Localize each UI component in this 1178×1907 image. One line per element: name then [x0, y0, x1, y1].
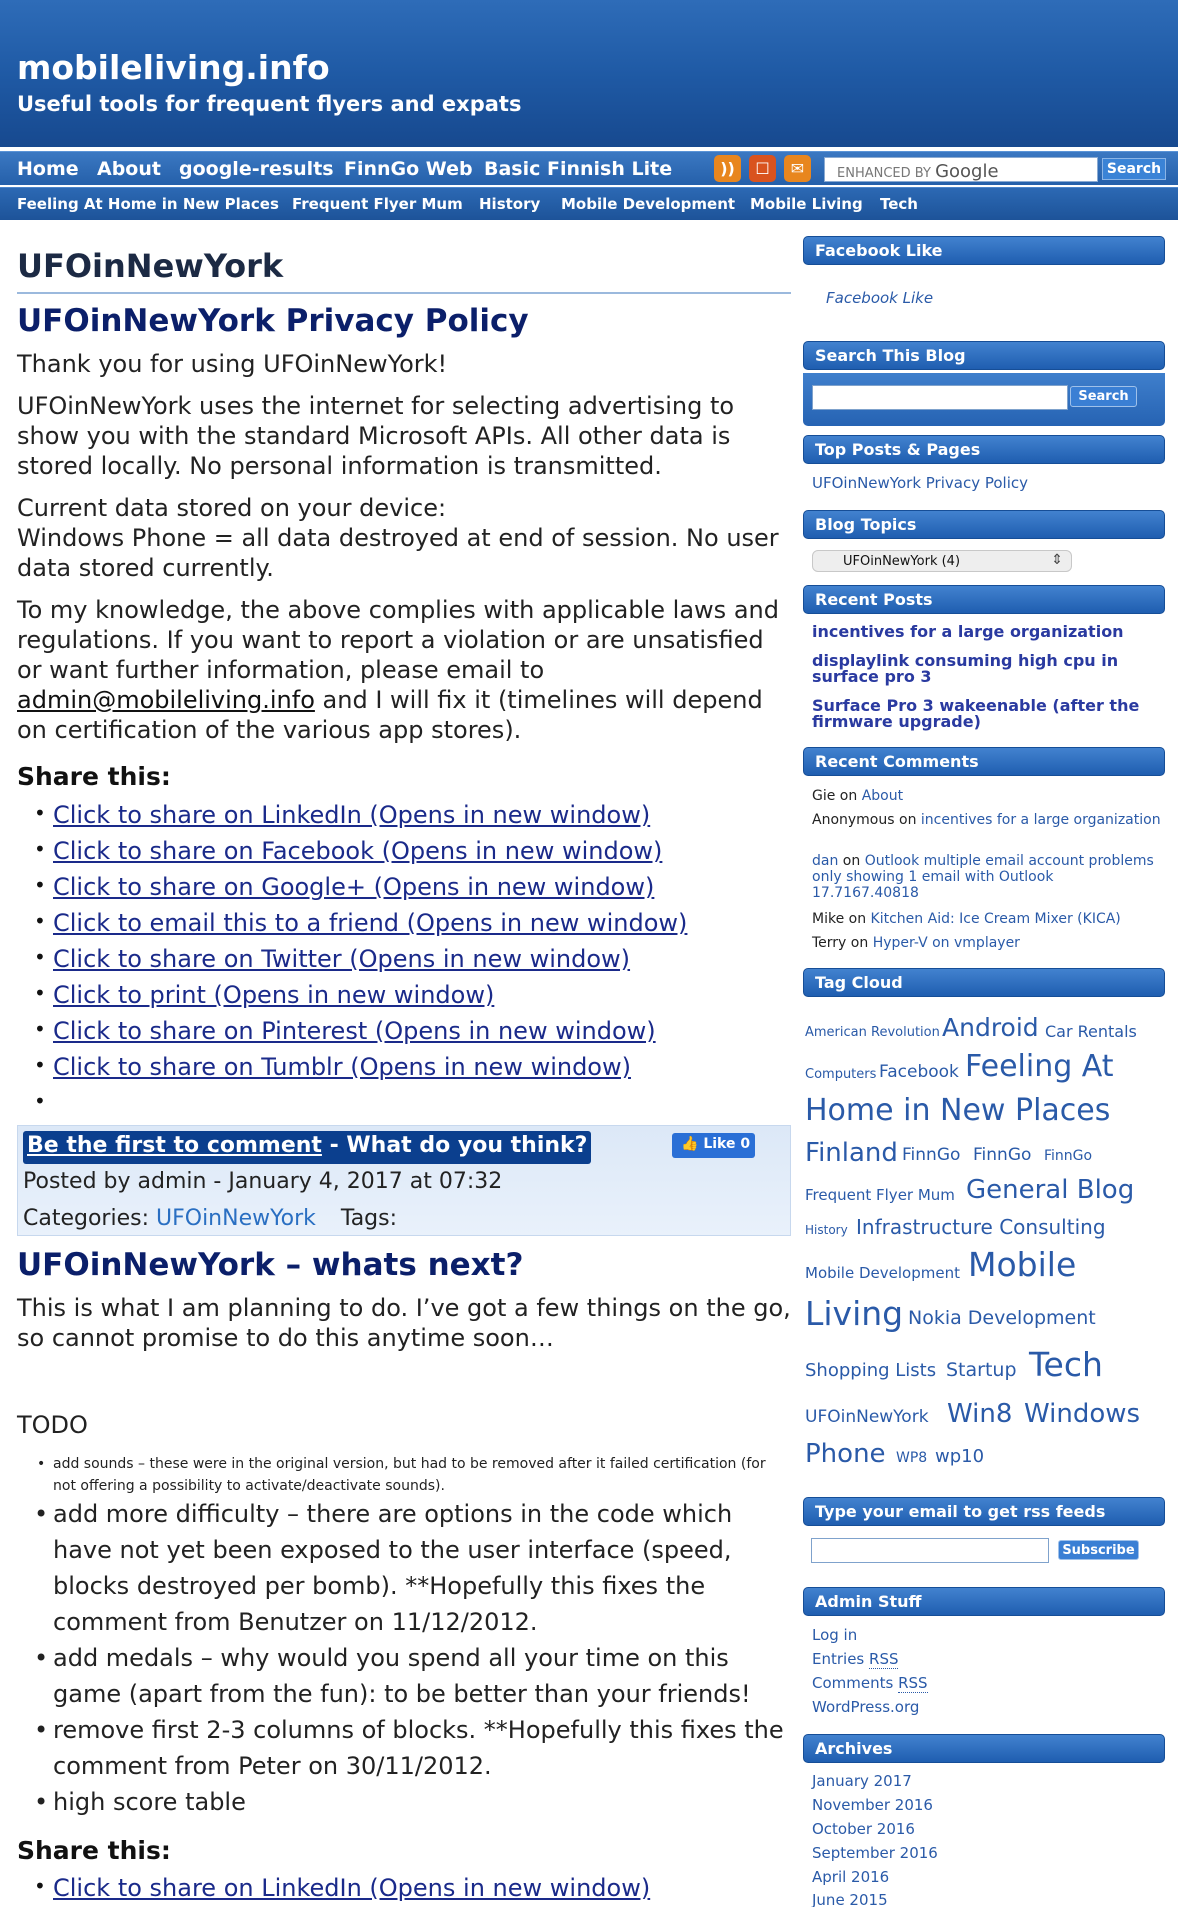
nav-mobile-living[interactable]: Mobile Living: [750, 195, 863, 213]
categories-label: Categories:: [23, 1206, 149, 1231]
site-header: [0, 0, 1178, 147]
comment-on: on: [844, 911, 871, 927]
comment-on: on: [838, 853, 865, 869]
tag-link[interactable]: FinnGo: [1044, 1148, 1093, 1164]
title-divider: [17, 292, 791, 294]
todo-heading: TODO: [17, 1411, 88, 1439]
tag-link[interactable]: General Blog: [966, 1175, 1135, 1205]
share-tumblr[interactable]: [17, 1053, 791, 1089]
thumbs-up-icon: 👍: [681, 1136, 699, 1152]
tag-link[interactable]: Frequent Flyer Mum: [805, 1186, 955, 1204]
posted-by: Posted by admin - January 4, 2017 at 07:32: [23, 1169, 503, 1194]
share-linkedin-link[interactable]: Click to share on LinkedIn (Opens in new window): [53, 1874, 651, 1902]
comment-author: Anonymous: [812, 812, 895, 828]
tag-cloud-heading: Tag Cloud: [803, 968, 1165, 997]
rss-feed-icon[interactable]: )): [714, 155, 741, 182]
tag-link[interactable]: FinnGo: [902, 1145, 961, 1165]
comment-prompt[interactable]: [23, 1131, 591, 1164]
tag-link[interactable]: History: [805, 1223, 848, 1237]
share-empty-item: [17, 1089, 791, 1125]
site-tagline: Useful tools for frequent flyers and expats: [17, 92, 522, 116]
tag-link[interactable]: American Revolution: [805, 1025, 940, 1040]
search-placeholder-prefix: ENHANCED BY: [837, 166, 931, 181]
secondary-nav: [0, 187, 1178, 220]
list-item: • add more difficulty – there are options in the code which have not yet been exposed to the user interface (speed, blocks destroyed per bomb). **Hopefully this fixes the comment from Benutzer on 11/12/2012.: [17, 1496, 791, 1640]
primary-nav: [0, 151, 1178, 185]
nav-tech[interactable]: Tech: [880, 195, 918, 213]
email-link[interactable]: admin@mobileliving.info: [17, 686, 315, 714]
share-linkedin[interactable]: [17, 801, 791, 837]
tag-link[interactable]: Finland: [805, 1138, 898, 1168]
first-comment-link[interactable]: Be the first to comment: [27, 1133, 322, 1158]
comments-label: Comments: [812, 1674, 899, 1692]
post-categories: [23, 1206, 397, 1231]
tag-link[interactable]: UFOinNewYork: [805, 1407, 929, 1427]
post-intro: This is what I am planning to do. I’ve got a few things on the go, so cannot promise to do this anytime soon…: [17, 1294, 791, 1352]
login-link[interactable]: Log in: [812, 1626, 858, 1644]
tag-link[interactable]: Car Rentals: [1045, 1022, 1137, 1041]
site-title[interactable]: mobileliving.info: [17, 48, 330, 87]
share-twitter[interactable]: [17, 945, 791, 981]
blog-topics-heading: Blog Topics: [803, 510, 1165, 539]
comment-author[interactable]: dan: [812, 853, 839, 869]
recent-comment: [812, 911, 1162, 927]
like-label: Like: [703, 1136, 736, 1152]
share-tumblr-link[interactable]: Click to share on Tumblr (Opens in new window): [53, 1053, 631, 1081]
post-paragraph: [17, 493, 791, 583]
share-email[interactable]: [17, 909, 791, 945]
blog-search-button[interactable]: Search: [1070, 386, 1137, 407]
archive-link[interactable]: October 2016: [812, 1820, 915, 1838]
archive-link[interactable]: September 2016: [812, 1844, 938, 1862]
archive-link[interactable]: January 2017: [812, 1772, 912, 1790]
share-list-2: [17, 1874, 791, 1907]
facebook-like-text[interactable]: Facebook Like: [826, 289, 934, 307]
tag-link[interactable]: Android: [942, 1013, 1039, 1042]
blog-topics-selected: UFOinNewYork (4): [843, 554, 961, 569]
tag-link[interactable]: Home in New Places: [805, 1093, 1111, 1128]
top-posts-heading: Top Posts & Pages: [803, 435, 1165, 464]
google-search-button[interactable]: Search: [1102, 158, 1166, 180]
recent-post-link[interactable]: incentives for a large organization: [812, 622, 1124, 641]
post-paragraph: Thank you for using UFOinNewYork!: [17, 350, 448, 378]
tag-link[interactable]: Nokia Development: [908, 1307, 1096, 1329]
tag-link[interactable]: FinnGo: [973, 1145, 1032, 1165]
share-pinterest[interactable]: [17, 1017, 791, 1053]
data-stored-text: Windows Phone = all data destroyed at end of session. No user data stored currently.: [17, 524, 779, 582]
post-paragraph: UFOinNewYork uses the internet for selecting advertising to show you with the standard Microsoft APIs. All other data is stored locally. No personal information is transmitted.: [17, 392, 735, 480]
archive-link[interactable]: April 2016: [812, 1868, 890, 1886]
list-item: • add sounds – these were in the original version, but had to be removed after it failed certification (for not offering a possibility to activate/deactivate sounds).: [17, 1453, 791, 1497]
google-search-input[interactable]: [824, 157, 1098, 182]
recent-comment: [812, 812, 1162, 828]
recent-comment: [812, 935, 1162, 951]
nav-finngo-web[interactable]: FinnGo Web: [344, 158, 473, 180]
share-heading-2: Share this:: [17, 1836, 171, 1865]
comment-author: Terry: [812, 935, 847, 951]
wordpress-link[interactable]: WordPress.org: [812, 1698, 920, 1716]
tag-link[interactable]: Facebook: [879, 1062, 959, 1082]
tag-link[interactable]: Computers: [805, 1067, 877, 1082]
share-pinterest-link[interactable]: Click to share on Pinterest (Opens in new window): [53, 1017, 656, 1045]
nav-mobile-development[interactable]: Mobile Development: [561, 195, 736, 213]
subscribe-button[interactable]: Subscribe: [1058, 1540, 1139, 1560]
tag-link[interactable]: Mobile: [968, 1245, 1077, 1284]
tag-link[interactable]: Win8: [947, 1399, 1013, 1429]
entries-label: Entries: [812, 1650, 870, 1668]
tag-link[interactable]: Windows: [1024, 1399, 1141, 1429]
rss-heading: Type your email to get rss feeds: [803, 1497, 1165, 1526]
post-title-privacy[interactable]: UFOinNewYork Privacy Policy: [17, 303, 529, 339]
archive-link[interactable]: November 2016: [812, 1796, 933, 1814]
contact-text-end: and I will fix it (timelines will depend on certification of the various app stores).: [17, 686, 763, 744]
nav-google-results[interactable]: google-results: [179, 158, 334, 180]
comment-on: on: [894, 812, 921, 828]
comment-post-link[interactable]: Outlook multiple email account problems only showing 1 email with Outlook 17.7167.40818: [812, 853, 1154, 901]
tag-link[interactable]: Phone: [805, 1439, 886, 1469]
share-heading: Share this:: [17, 762, 171, 791]
nav-frequent-flyer-mum[interactable]: Frequent Flyer Mum: [292, 195, 463, 213]
nav-feeling-at-home[interactable]: Feeling At Home in New Places: [17, 195, 279, 213]
tag-link[interactable]: wp10: [935, 1446, 985, 1467]
share-linkedin-link[interactable]: Click to share on LinkedIn (Opens in new window): [53, 801, 651, 829]
facebook-like-heading: Facebook Like: [803, 236, 1165, 265]
rss-abbr: RSS: [898, 1674, 928, 1692]
archive-link[interactable]: June 2015: [812, 1891, 888, 1907]
archives-heading: Archives: [803, 1734, 1165, 1763]
tag-link[interactable]: Infrastructure Consulting: [856, 1215, 1106, 1239]
contact-text: To my knowledge, the above complies with applicable laws and regulations. If you want to report a violation or are unsatisfied or want further information, please email to: [17, 596, 779, 684]
share-linkedin[interactable]: [17, 1874, 791, 1907]
todo-list: [17, 1496, 791, 1820]
comment-on: on: [835, 788, 862, 804]
share-twitter-link[interactable]: Click to share on Twitter (Opens in new window): [53, 945, 631, 973]
todo-small-list: [17, 1453, 791, 1497]
recent-post-link[interactable]: displaylink consuming high cpu in surface pro 3: [812, 651, 1119, 686]
google-logo: Google: [935, 161, 999, 182]
blog-search-input[interactable]: [812, 385, 1068, 410]
comments-feed-icon[interactable]: ☐: [749, 155, 776, 182]
list-item: • add medals – why would you spend all your time on this game (apart from the fun): to be better than your friends!: [17, 1640, 791, 1712]
tag-link[interactable]: Startup: [946, 1359, 1017, 1381]
rss-email-input[interactable]: [811, 1538, 1049, 1563]
search-blog-heading: Search This Blog: [803, 341, 1165, 370]
post-title-whats-next[interactable]: UFOinNewYork – whats next?: [17, 1247, 524, 1283]
comment-post-link[interactable]: incentives for a large organization: [920, 812, 1161, 828]
tags-label: Tags:: [340, 1206, 398, 1231]
admin-heading: Admin Stuff: [803, 1587, 1165, 1616]
share-google-plus-link[interactable]: Click to share on Google+ (Opens in new window): [53, 873, 655, 901]
top-post-link[interactable]: UFOinNewYork Privacy Policy: [812, 474, 1028, 492]
share-email-link[interactable]: Click to email this to a friend (Opens in new window): [53, 909, 688, 937]
recent-posts-heading: Recent Posts: [803, 585, 1165, 614]
comments-rss-link[interactable]: [812, 1674, 928, 1692]
share-facebook[interactable]: [17, 837, 791, 873]
recent-comment: [812, 788, 1162, 804]
tag-link[interactable]: WP8: [896, 1450, 928, 1466]
search-blog-panel: [803, 373, 1165, 426]
share-facebook-link[interactable]: Click to share on Facebook (Opens in new window): [53, 837, 663, 865]
list-item: • remove first 2-3 columns of blocks. **Hopefully this fixes the comment from Peter on 30/11/2012.: [17, 1712, 791, 1784]
data-stored-label: Current data stored on your device:: [17, 494, 447, 522]
blog-topics-select[interactable]: [812, 550, 1072, 572]
page-title: UFOinNewYork: [17, 247, 284, 285]
comment-post-link[interactable]: About: [861, 788, 904, 804]
select-chevron-icon: ⇕: [1051, 552, 1063, 568]
comment-prompt-text: - What do you think?: [321, 1133, 588, 1158]
list-item: • high score table: [17, 1784, 791, 1820]
tag-link[interactable]: Tech: [1029, 1345, 1103, 1384]
recent-comment: [812, 853, 1162, 901]
nav-basic-finnish-lite[interactable]: Basic Finnish Lite: [484, 158, 673, 180]
post-meta-box: [17, 1125, 791, 1236]
comment-on: on: [846, 935, 873, 951]
nav-about[interactable]: About: [97, 158, 161, 180]
rss-abbr: RSS: [869, 1650, 899, 1668]
post-paragraph: [17, 595, 791, 745]
tag-link[interactable]: Mobile Development: [805, 1264, 960, 1282]
facebook-like-button[interactable]: [672, 1133, 755, 1158]
tag-link[interactable]: Living: [805, 1294, 904, 1333]
comment-post-link[interactable]: Kitchen Aid: Ice Cream Mixer (KICA): [870, 911, 1121, 927]
email-feed-icon[interactable]: ✉: [784, 155, 811, 182]
nav-home[interactable]: Home: [17, 158, 79, 180]
share-google-plus[interactable]: [17, 873, 791, 909]
entries-rss-link[interactable]: [812, 1650, 898, 1668]
comment-post-link[interactable]: Hyper-V on vmplayer: [872, 935, 1020, 951]
share-print[interactable]: [17, 981, 791, 1017]
comment-author: Mike: [812, 911, 845, 927]
comment-author: Gie: [812, 788, 836, 804]
category-link[interactable]: UFOinNewYork: [156, 1206, 316, 1231]
nav-history[interactable]: History: [479, 195, 541, 213]
share-print-link[interactable]: Click to print (Opens in new window): [53, 981, 495, 1009]
recent-comments-heading: Recent Comments: [803, 747, 1165, 776]
recent-post-link[interactable]: Surface Pro 3 wakeenable (after the firmware upgrade): [812, 696, 1140, 731]
tag-link[interactable]: Shopping Lists: [805, 1360, 937, 1381]
tag-link[interactable]: Feeling At: [965, 1049, 1114, 1084]
like-count: 0: [740, 1136, 751, 1152]
share-list: [17, 801, 791, 1125]
